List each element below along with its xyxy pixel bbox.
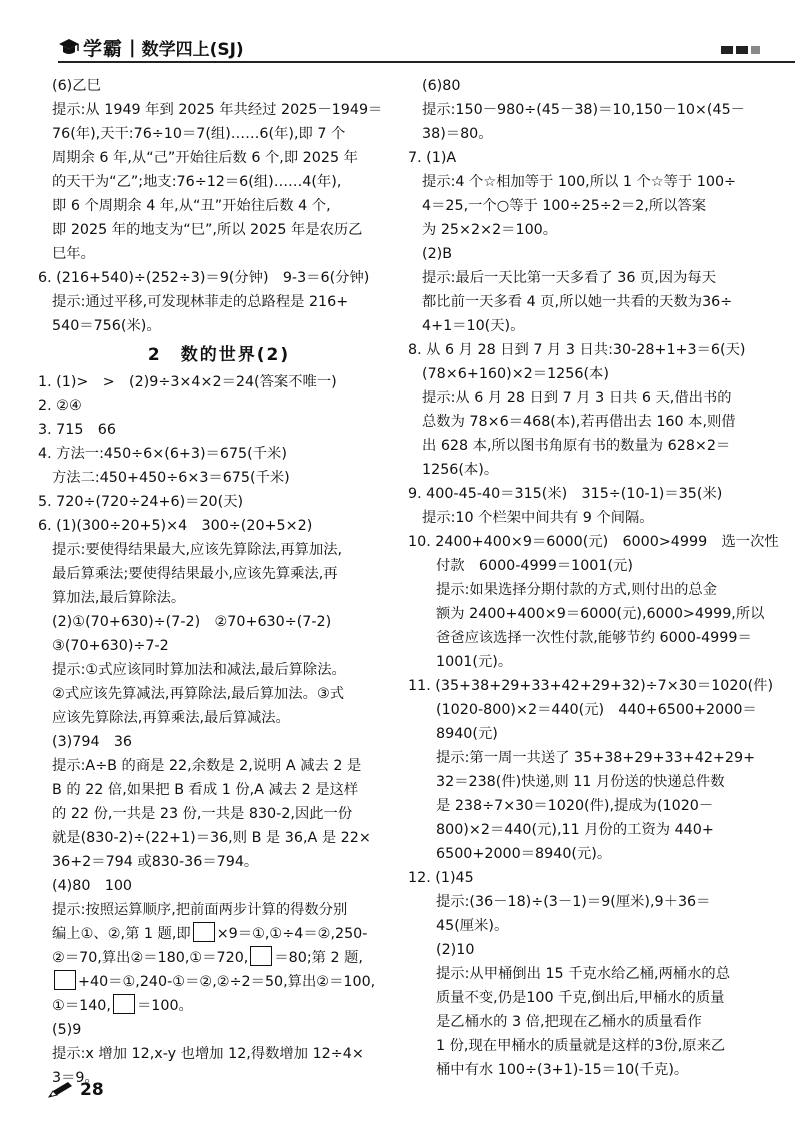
text-line [408,1058,770,1082]
text-line [408,170,770,194]
text-line [408,578,770,602]
line-text: 提示:第一周一共送了 35+38+29+33+42+29+ [436,750,756,766]
text-line [408,266,770,290]
line-text: 算加法,最后算除法。 [52,590,186,606]
line-text: 是 238÷7×30＝1020(件),提成为(1020－ [436,798,714,814]
line-text: 即 6 个周期余 4 年,从“丑”开始往后数 4 个, [52,198,331,214]
line-text: 32＝238(件)快递,则 11 月份送的快递总件数 [436,774,725,790]
text-line [38,538,400,562]
text-line [38,754,400,778]
line-text: 8. 从 6 月 28 日到 7 月 3 日共:30-28+1+3＝6(天) [408,342,746,358]
line-text: 巳年。 [52,246,95,262]
line-text: 总数为 78×6＝468(本),若再借出去 160 本,则借 [422,414,736,430]
line-text: 出 628 本,所以图书角原有书的数量为 628×2＝ [422,438,731,454]
line-text: 应该先算除法,再算乘法,最后算减法。 [52,710,290,726]
line-text: 提示:150－980÷(45－38)＝10,150－10×(45－ [422,102,745,118]
text-line [38,802,400,826]
line-text: (6)乙巳 [52,78,101,94]
text-line [408,458,770,482]
line-text: 都比前一天多看 4 页,所以她一共看的天数为36÷ [422,294,733,310]
text-line [38,562,400,586]
text-line [38,194,400,218]
right-column [408,74,779,1082]
header-divider [58,61,795,63]
brand-logo [58,34,244,61]
header-separator: | [129,37,136,58]
line-text: 爸爸应该选择一次性付款,能够节约 6000-4999＝ [436,630,752,646]
text-line [408,530,779,554]
line-text: 540＝756(米)。 [52,318,161,334]
line-text: ＝80;第 2 题, [274,950,363,966]
text-line [38,850,400,874]
section-title [38,338,400,370]
text-line [38,730,400,754]
line-text: 36+2＝794 或830-36＝794。 [52,854,259,870]
text-line [38,970,400,994]
line-text: 提示:从甲桶倒出 15 千克水给乙桶,两桶水的总 [436,966,730,982]
text-line [408,602,770,626]
text-line [408,98,770,122]
pencil-icon [46,1080,76,1100]
line-text: (2)①(70+630)÷(7-2) ②70+630÷(7-2) [52,614,332,630]
line-text: 38)＝80。 [422,126,493,142]
line-text: 6. (1)(300÷20+5)×4 300÷(20+5×2) [38,518,313,534]
text-line [38,514,400,538]
text-line [408,122,770,146]
text-line [38,706,400,730]
text-line [38,146,400,170]
line-text: 2 数的世界(2) [147,345,291,365]
text-line [408,962,770,986]
text-line [408,1034,770,1058]
line-text: 提示:①式应该同时算加法和减法,最后算除法。 [52,662,346,678]
text-line [408,506,770,530]
text-line [408,890,770,914]
page-footer [46,1080,104,1100]
line-text: ②式应该先算减法,再算除法,最后算加法。③式 [52,686,345,702]
line-text: B 的 22 倍,如果把 B 看成 1 份,A 减去 2 是这样 [52,782,359,798]
text-line [408,986,770,1010]
line-text: 76(年),天干:76÷10＝7(组)……6(年),即 7 个 [52,126,346,142]
text-line [38,826,400,850]
text-line [38,994,400,1018]
text-line [408,746,770,770]
line-text: 付款 6000-4999＝1001(元) [436,558,633,574]
text-line [38,442,400,466]
text-line [38,610,400,634]
text-line [408,938,770,962]
text-line [38,1018,400,1042]
line-text: (2)B [422,246,453,262]
text-line [408,674,774,698]
text-line [408,842,770,866]
text-line [38,122,400,146]
text-line [38,586,400,610]
line-text: 的 22 份,一共是 23 份,一共是 830-2,因此一份 [52,806,353,822]
text-line [408,770,770,794]
line-text: ②＝70,算出②＝180,①＝720, [52,950,249,966]
text-line [408,722,770,746]
line-text: 12. (1)45 [408,870,474,886]
line-text: 提示:x 增加 12,x-y 也增加 12,得数增加 12÷4× [52,1046,364,1062]
text-line [408,74,770,98]
line-text: 8940(元) [436,726,498,742]
text-line [408,698,770,722]
text-line [38,98,400,122]
line-text: 额为 2400+400×9＝6000(元),6000>4999,所以 [436,606,765,622]
line-text: ×9＝①,①÷4＝②,250- [216,926,368,942]
text-line [408,1010,770,1034]
header-decoration [721,46,760,54]
text-line [408,338,770,362]
line-text: 最后算乘法;要使得结果最小,应该先算乘法,再 [52,566,338,582]
line-text: 2. ②④ [38,398,82,414]
text-line [38,290,400,314]
text-line [38,242,400,266]
blank-box [113,994,135,1014]
line-text: 1001(元)。 [436,654,513,670]
line-text: 周期余 6 年,从“己”开始往后数 6 个,即 2025 年 [52,150,358,166]
line-text: 的天干为“乙”;地支:76÷12＝6(组)……4(年), [52,174,342,190]
text-line [408,914,770,938]
line-text: 1 份,现在甲桶水的质量就是这样的3份,原来乙 [436,1038,726,1054]
text-line [38,778,400,802]
text-line [38,266,400,290]
book-subtitle: 数学四上(SJ) [141,40,244,60]
text-line [38,466,400,490]
line-text: 桶中有水 100÷(3+1)-15＝10(千克)。 [436,1062,689,1078]
text-line [38,74,400,98]
text-line [38,682,400,706]
line-text: 3＝9。 [52,1070,99,1086]
text-line [408,194,770,218]
line-text: 4+1＝10(天)。 [422,318,525,334]
text-line [38,658,400,682]
text-line [408,554,770,578]
text-line [38,418,400,442]
line-text: 6. (216+540)÷(252÷3)＝9(分钟) 9-3＝6(分钟) [38,270,370,286]
text-line [38,218,400,242]
line-text: (2)10 [436,942,475,958]
line-text: 提示:要使得结果最大,应该先算除法,再算加法, [52,542,343,558]
line-text: 提示:从 1949 年到 2025 年共经过 2025－1949＝ [52,102,383,118]
line-text: 为 25×2×2＝100。 [422,222,558,238]
text-line [408,794,770,818]
line-text: 质量不变,仍是100 千克,倒出后,甲桶水的质量 [436,990,725,1006]
line-text: 10. 2400+400×9＝6000(元) 6000>4999 选一次性 [408,534,779,550]
line-text: 提示:10 个栏架中间共有 9 个间隔。 [422,510,654,526]
text-line [38,1042,400,1066]
text-line [38,898,400,922]
line-text: +40＝①,240-①＝②,②÷2＝50,算出②＝100, [78,974,376,990]
line-text: 就是(830-2)÷(22+1)＝36,则 B 是 36,A 是 22× [52,830,371,846]
text-line [408,314,770,338]
line-text: ①＝140, [52,998,111,1014]
line-text: 5. 720÷(720÷24+6)＝20(天) [38,494,244,510]
text-line [38,922,400,946]
text-line [408,242,770,266]
line-text: 1. (1)> > (2)9÷3×4×2＝24(答案不唯一) [38,374,337,390]
text-line [38,314,400,338]
page-header [30,34,770,74]
graduation-cap-icon [58,38,80,58]
line-text: 1256(本)。 [422,462,499,478]
line-text: 11. (35+38+29+33+42+29+32)÷7×30＝1020(件) [408,678,774,694]
line-text: 45(厘米)。 [436,918,509,934]
text-line [38,490,400,514]
text-line [408,362,770,386]
line-text: 提示:A÷B 的商是 22,余数是 2,说明 A 减去 2 是 [52,758,362,774]
text-line [408,818,770,842]
line-text: 提示:最后一天比第一天多看了 36 页,因为每天 [422,270,716,286]
brand-name: 学霸 [83,38,124,60]
page-number: 28 [80,1080,104,1100]
left-column [38,74,400,1090]
text-line [38,946,400,970]
text-line [408,218,770,242]
line-text: 6500+2000＝8940(元)。 [436,846,612,862]
text-line [408,866,770,890]
line-text: 9. 400-45-40＝315(米) 315÷(10-1)＝35(米) [408,486,723,502]
text-line [38,394,400,418]
line-text: 是乙桶水的 3 倍,把现在乙桶水的质量看作 [436,1014,702,1030]
text-line [408,626,770,650]
text-line [38,170,400,194]
text-line [408,146,770,170]
line-text: 7. (1)A [408,150,457,166]
text-line [408,410,770,434]
line-text: (6)80 [422,78,461,94]
line-text: 800)×2＝440(元),11 月份的工资为 440+ [436,822,714,838]
line-text: 4＝25,一个○等于 100÷25÷2＝2,所以答案 [422,198,706,214]
line-text: ＝100。 [136,998,193,1014]
text-line [408,650,770,674]
line-text: 提示:如果选择分期付款的方式,则付出的总金 [436,582,717,598]
text-line [408,482,770,506]
line-text: (5)9 [52,1022,82,1038]
text-line [38,874,400,898]
line-text: (3)794 36 [52,734,133,750]
text-line [408,434,770,458]
line-text: (78×6+160)×2＝1256(本) [422,366,609,382]
line-text: 即 2025 年的地支为“巳”,所以 2025 年是农历乙 [52,222,363,238]
line-text: (1020-800)×2＝440(元) 440+6500+2000＝ [436,702,757,718]
line-text: (4)80 100 [52,878,133,894]
line-text: 4. 方法一:450÷6×(6+3)＝675(千米) [38,446,287,462]
line-text: 编上①、②,第 1 题,即 [52,926,191,942]
line-text: 3. 715 66 [38,422,116,438]
text-line [38,370,400,394]
text-line [38,634,400,658]
text-line [408,386,770,410]
line-text: 提示:从 6 月 28 日到 7 月 3 日共 6 天,借出书的 [422,390,732,406]
line-text: 提示:按照运算顺序,把前面两步计算的得数分别 [52,902,348,918]
line-text: 提示:4 个☆相加等于 100,所以 1 个☆等于 100÷ [422,174,737,190]
text-line [408,290,770,314]
line-text: 方法二:450+450÷6×3＝675(千米) [52,470,290,486]
line-text: 提示:(36－18)÷(3－1)＝9(厘米),9＋36＝ [436,894,711,910]
line-text: 提示:通过平移,可发现林菲走的总路程是 216+ [52,294,349,310]
blank-box [250,946,272,966]
blank-box [54,970,76,990]
line-text: ③(70+630)÷7-2 [52,638,169,654]
blank-box [193,922,215,942]
